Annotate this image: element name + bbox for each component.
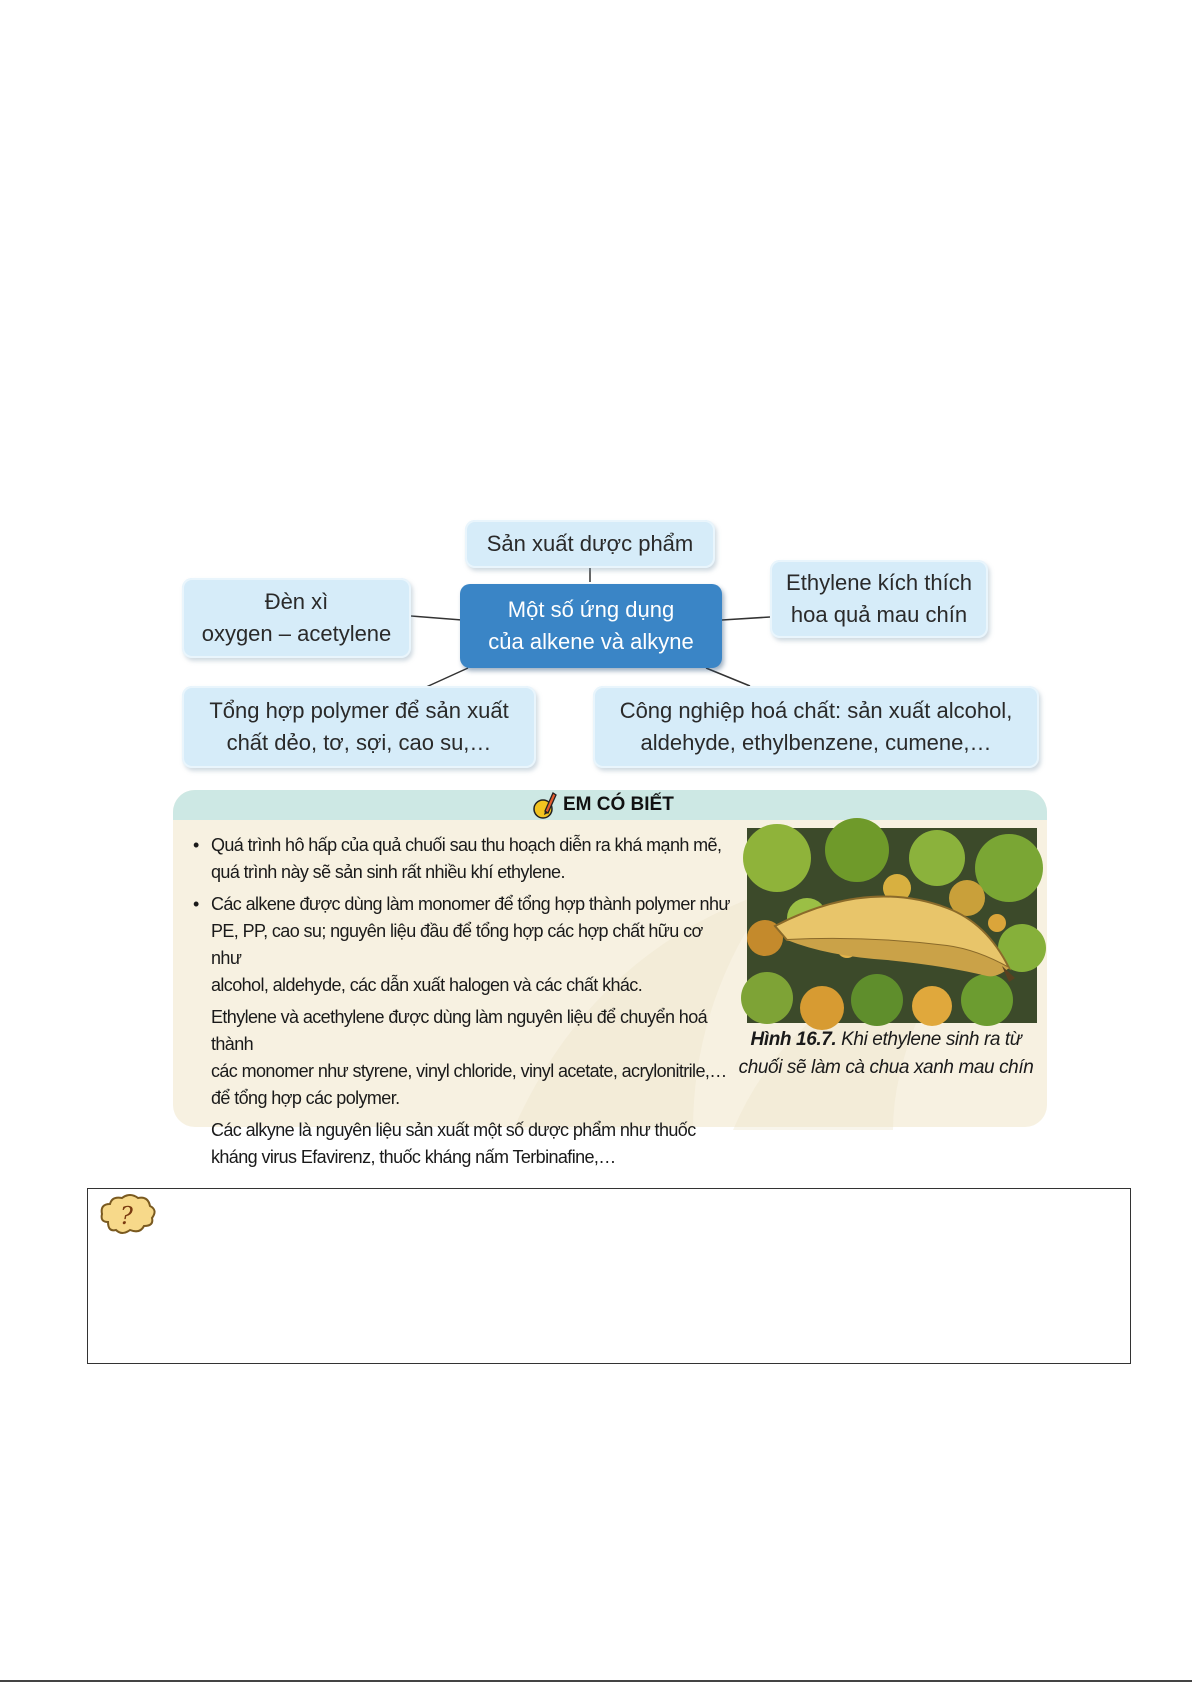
connector-bottom-left <box>424 668 468 688</box>
page-bottom-rule <box>0 1680 1192 1682</box>
info-bullet-respiration: • Quá trình hô hấp của quả chuối sau thu hoạch diễn ra khá mạnh mẽ, quá trình này sẽ sản sinh rất nhiều khí ethylene. <box>193 835 722 882</box>
pencil-note-icon <box>533 791 557 819</box>
panel-title: EM CÓ BIẾT <box>533 790 674 820</box>
figure-caption: Hình 16.7. Khi ethylene sinh ra từ chuối sẽ làm cà chua xanh mau chín <box>738 1029 1034 1078</box>
did-you-know-panel <box>173 790 1047 1167</box>
node-center-applications: Một số ứng dụng của alkene và alkyne <box>460 584 722 668</box>
connector-bottom-right <box>706 668 750 686</box>
question-box <box>87 1188 1131 1364</box>
info-text-column <box>191 832 737 1176</box>
question-cloud-icon <box>96 1192 160 1240</box>
info-paragraph-alkyne-drugs: Các alkyne là nguyên liệu sản xuất một số dược phẩm như thuốc kháng virus Efavirenz, thuốc kháng nấm Terbinafine,… <box>211 1120 696 1167</box>
banana-tomato-image <box>747 828 1037 1023</box>
svg-text:?: ? <box>120 1202 133 1230</box>
mind-map-diagram <box>0 0 1192 780</box>
banana-tomato-photo <box>747 828 1037 1023</box>
question-cloud-icon-holder <box>96 1192 160 1240</box>
node-oxyacetylene-torch: Đèn xì oxygen – acetylene <box>182 578 411 658</box>
connector-right <box>722 617 770 620</box>
info-paragraph-ethylene-acetylene: Ethylene và acethylene được dùng làm nguyên liệu để chuyển hoá thành các monomer như styrene, vinyl chloride, vinyl acetate, acrylonitrile,… để tổng hợp các polymer. <box>211 1007 727 1108</box>
info-bullet-alkene-uses: • Các alkene được dùng làm monomer để tổng hợp thành polymer như PE, PP, cao su; nguyên liệu đầu để tổng hợp các hợp chất hữu cơ như alcohol, aldehyde, các dẫn xuất halogen và các chất khác. <box>193 894 730 995</box>
node-polymer-synthesis: Tổng hợp polymer để sản xuất chất dẻo, tơ, sợi, cao su,… <box>182 686 536 768</box>
node-ethylene-ripening: Ethylene kích thích hoa quả mau chín <box>770 560 988 638</box>
node-pharmaceuticals: Sản xuất dược phẩm <box>465 520 715 568</box>
node-chemical-industry: Công nghiệp hoá chất: sản xuất alcohol, aldehyde, ethylbenzene, cumene,… <box>593 686 1039 768</box>
connector-left <box>411 616 462 620</box>
